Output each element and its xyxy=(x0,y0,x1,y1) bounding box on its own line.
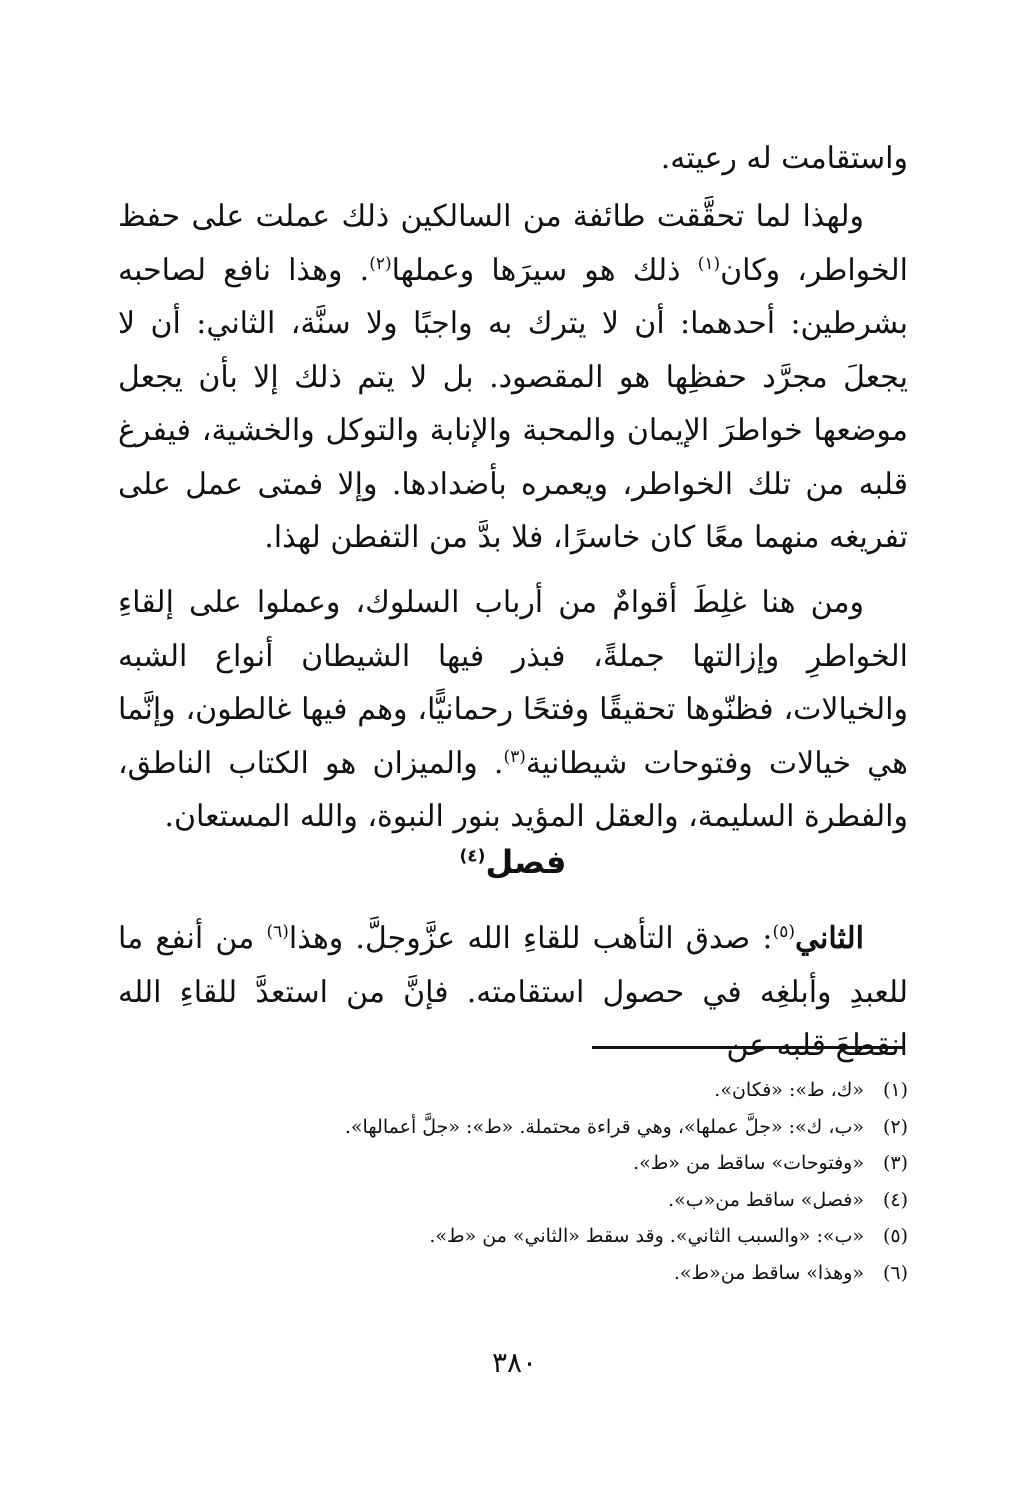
footnote-ref-1[interactable]: (١) xyxy=(697,253,721,274)
paragraph-text: . وهذا نافع لصاحبه بشرطين: أحدهما: أن لا يترك به واجبًا ولا سنَّة، الثاني: أن لا يجعلَ مجرَّد حفظِها هو المقصود. بل لا يتم ذلك إلا بأن يجعل موضعها خواطرَ الإيمان والمحبة والإنابة والتوكل والخشية، فيفرغ قلبه من تلك الخواطر، ويعمره بأضدادها. وإلا فمتى عمل على تفريغه منهما معًا كان خاسرًا، فلا بدَّ من التفطن لهذا. xyxy=(118,252,908,555)
footnote-number: (٤) xyxy=(882,1188,908,1211)
section-heading-text: فصل xyxy=(485,843,567,881)
footnote-item xyxy=(118,1218,908,1255)
footnote-text: «ب»: «والسبب الثاني». وقد سقط «الثاني» من «ط». xyxy=(429,1225,864,1247)
footnote-divider xyxy=(592,1046,904,1049)
paragraph-text: ومن هنا غلِطَ أقوامٌ من أرباب السلوك، وعملوا على إلقاءِ الخواطرِ وإزالتها جملةً، فبذر فيها الشيطان أنواع الشبه والخيالات، فظنّوها تحقيقًا وفتحًا رحمانيًّا، وهم فيها غالطون، وإنَّما هي خيالات وفتوحات شيطانية xyxy=(118,585,908,781)
section-heading xyxy=(118,836,908,888)
footnote-text: «وهذا» ساقط من«ط». xyxy=(673,1261,864,1284)
footnote-text: «فصل» ساقط من«ب». xyxy=(668,1188,864,1211)
footnote-ref-6[interactable]: (٦) xyxy=(266,922,289,942)
footnote-number: (٦) xyxy=(882,1261,908,1284)
footnote-number: (٥) xyxy=(882,1225,908,1247)
paragraph-text: ولهذا لما تحقَّقت طائفة من السالكين ذلك عملت على حفظ الخواطر، وكان xyxy=(118,199,908,288)
paragraph-text: : صدق التأهب للقاءِ الله عزَّوجلَّ. وهذا xyxy=(288,921,773,956)
paragraph-guarding-thoughts xyxy=(118,190,908,565)
footnote-number: (٣) xyxy=(882,1152,908,1174)
footnote-text: «وفتوحات» ساقط من «ط». xyxy=(633,1152,864,1174)
footnote-number: (٢) xyxy=(882,1115,908,1138)
footnote-number: (١) xyxy=(882,1079,908,1101)
paragraph-continuation xyxy=(118,132,908,186)
footnote-ref-3[interactable]: (٣) xyxy=(503,746,526,767)
footnote-ref-5[interactable]: (٥) xyxy=(772,922,795,942)
footnotes-list xyxy=(118,1072,908,1291)
footnote-item xyxy=(118,1255,908,1292)
paragraph-text: . والميزان هو الكتاب الناطق، والفطرة السليمة، والعقل المؤيد بنور النبوة، والله المستعان. xyxy=(118,745,908,834)
paragraph-mistaken-people xyxy=(118,576,908,844)
footnote-text: «ك، ط»: «فكان». xyxy=(714,1079,864,1101)
footnote-ref-2[interactable]: (٢) xyxy=(369,253,392,274)
page-number: ٣٨٠ xyxy=(491,1346,538,1379)
footnote-text: «ب، ك»: «جلَّ عملها»، وهي قراءة محتملة. «ط»: «جلَّ أعمالها». xyxy=(344,1115,864,1138)
footnote-item xyxy=(118,1072,908,1109)
paragraph-lead-word: الثاني xyxy=(794,921,864,956)
paragraph-text: واستقامت له رعيته. xyxy=(660,141,908,176)
paragraph-text: من أنفع ما للعبدِ وأبلغِه في حصول استقامته. فإنَّ من استعدَّ للقاءِ الله انقطعَ قلبه عن xyxy=(118,921,908,1063)
footnote-item xyxy=(118,1109,908,1146)
paragraph-text: ذلك هو سيرَها وعملها xyxy=(391,252,698,288)
footnote-item xyxy=(118,1182,908,1219)
footnote-item xyxy=(118,1145,908,1182)
footnote-ref-4[interactable]: (٤) xyxy=(459,846,486,867)
